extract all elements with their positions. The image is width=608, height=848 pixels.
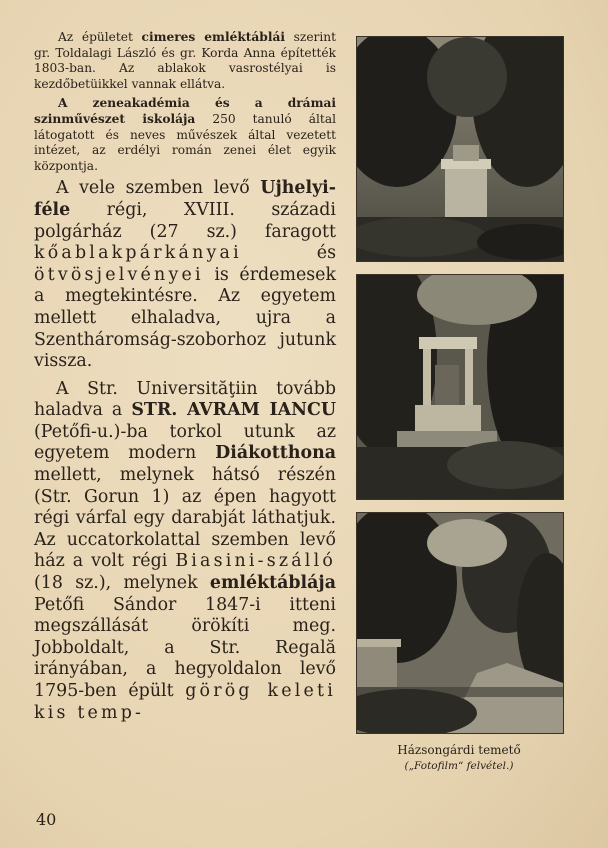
spaced-text: kőablakpárkányai: [34, 243, 242, 264]
bold-text: Diákotthona: [215, 443, 336, 464]
text-run: régi, XVIII. századi polgárház (27 sz.) faragott: [34, 199, 336, 242]
bold-text: STR. AVRAM IANCU: [131, 400, 336, 421]
text-run: A vele szemben levő: [56, 178, 261, 199]
spaced-text: Biasini-szálló: [175, 551, 336, 572]
bold-text: A zeneakadémia és a drámai szinművészet iskolája: [34, 96, 336, 126]
text-run: A Str. Universităţiin tovább haladva a: [34, 378, 336, 421]
photo-caption: [356, 742, 562, 774]
main-paragraphs: [34, 178, 336, 724]
caption-title: Házsongárdi temető: [397, 743, 521, 757]
paragraph: [34, 96, 336, 174]
text-run: (18 sz.), melynek: [34, 573, 210, 594]
small-paragraphs: [34, 30, 336, 174]
text-run: szerint gr. Toldalagi László és gr. Korda Anna építették 1803-ban. Az ablakok vasrostélyai is kezdőbetüikkel vannak ellátva.: [34, 30, 337, 91]
bold-text: Ujhelyi-féle: [34, 178, 336, 220]
text-column: [34, 30, 336, 730]
text-run: 250 tanuló által látogatott és neves művészek által vezetett intézet, az erdélyi román zenei élet egyik központja.: [34, 111, 336, 173]
text-run: és: [241, 243, 336, 264]
paragraph: [34, 379, 336, 725]
photo-cemetery-path: [356, 512, 564, 734]
text-run: mellett, melynek hátsó részén (Str. Gorun 1) az épen hagyott régi várfal egy darabját láthatjuk. Az uccatorkolattal szemben levő ház a volt régi: [34, 465, 336, 572]
text-run: is érdemesek a megtekintésre. Az egyetem mellett elhaladva, ujra a Szentháromság-szoborhoz jutunk vissza.: [34, 264, 336, 372]
photo-column: [356, 36, 562, 774]
bold-text: cimeres emléktáblái: [141, 30, 285, 44]
page-number: 40: [36, 810, 57, 829]
spaced-text: görög keleti kis temp-: [34, 681, 336, 723]
caption-credit: („Fotofilm“ felvétel.): [404, 760, 514, 772]
bold-text: emléktáblája: [209, 573, 336, 594]
photo-cemetery-monument: [356, 36, 564, 262]
photo-cemetery-chapel: [356, 274, 564, 500]
paragraph: [34, 30, 336, 92]
text-run: Petőfi Sándor 1847-i itteni megszállását örökíti meg. Jobboldalt, a Str. Regală irányában, a hegyoldalon levő 1795-ben épült: [34, 594, 336, 701]
text-run: (Petőfi-u.)-ba torkol utunk az egyetem modern: [34, 421, 336, 464]
spaced-text: ötvösjelvényei: [34, 264, 204, 285]
paragraph: [34, 178, 336, 372]
text-run: Az épületet: [58, 30, 142, 44]
